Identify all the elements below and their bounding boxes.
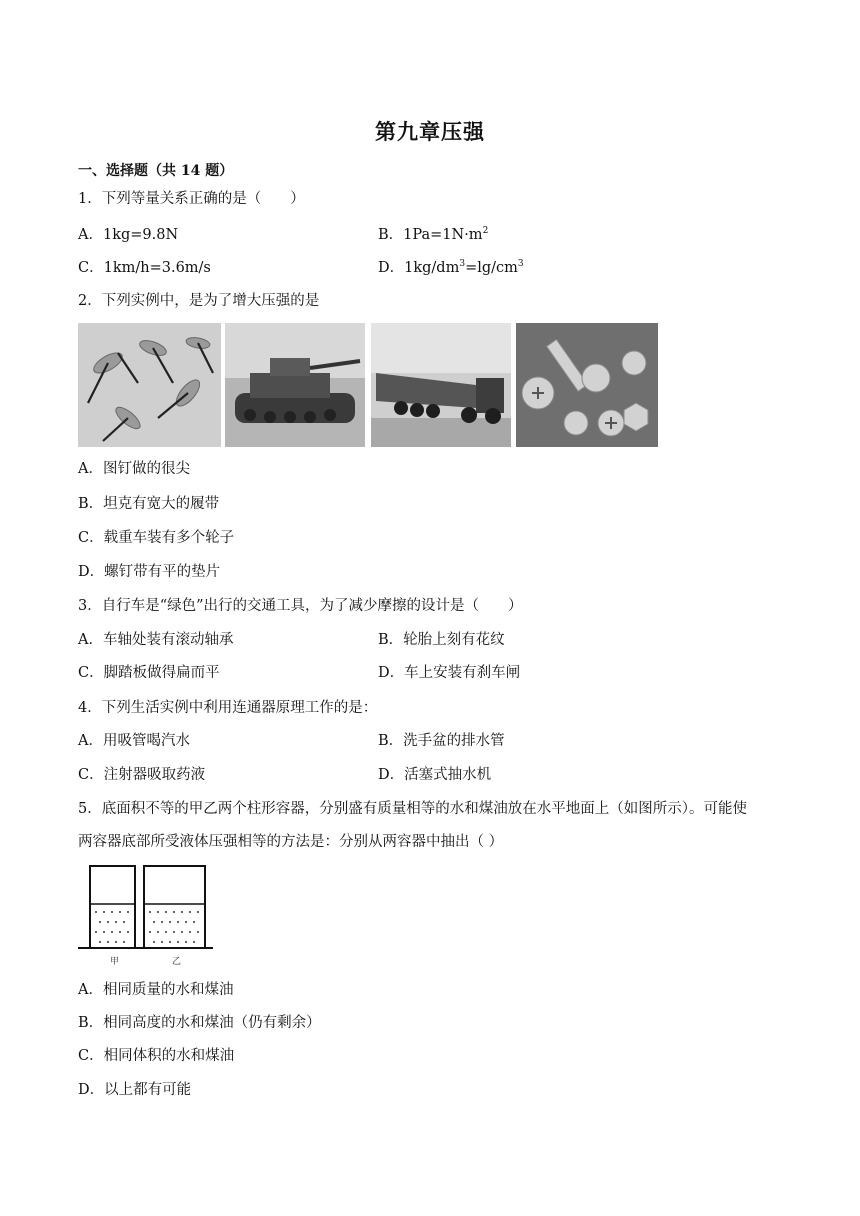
question-2-option-b: B．坦克有宽大的履带 (78, 496, 220, 512)
question-5-option-a: A．相同质量的水和煤油 (78, 982, 234, 998)
question-5-option-b: B．相同高度的水和煤油（仍有剩余） (78, 1015, 321, 1031)
question-2-option-d: D．螺钉带有平的垫片 (78, 564, 221, 580)
question-4-option-c: C．注射器吸取药液 (78, 767, 206, 783)
thumbtacks-photo (78, 323, 221, 447)
question-3-option-b: B．轮胎上刻有花纹 (378, 632, 505, 648)
question-3-option-c: C．脚踏板做得扁而平 (78, 665, 220, 681)
question-3-option-d: D．车上安装有刹车闸 (378, 665, 521, 681)
question-1-option-c: C．1km/h=3.6m/s (78, 260, 211, 276)
question-5-option-c: C．相同体积的水和煤油 (78, 1048, 235, 1064)
question-5-stem-line-1: 5．底面积不等的甲乙两个柱形容器，分别盛有质量相等的水和煤油放在水平地面上（如图所示）。可能使 (78, 801, 747, 817)
question-3-option-a: A．车轴处装有滚动轴承 (78, 632, 234, 648)
question-2-stem: 2．下列实例中，是为了增大压强的是 (78, 293, 320, 309)
question-1-option-d: D．$1kg/dm^3=\lg/cm^3$ (378, 259, 524, 276)
screws-photo (516, 323, 658, 447)
question-1-stem: 1．下列等量关系正确的是（ ） (78, 191, 305, 207)
label-yi: 乙 (172, 957, 182, 967)
question-5-option-d: D．以上都有可能 (78, 1082, 192, 1098)
question-4-option-b: B．洗手盆的排水管 (378, 733, 505, 749)
truck-photo (371, 323, 511, 447)
tank-photo (225, 323, 365, 447)
containers-figure (78, 860, 218, 972)
question-4-option-a: A．用吸管喝汽水 (78, 733, 190, 749)
question-2-option-c: C．载重车装有多个轮子 (78, 530, 235, 546)
question-5-stem-line-2: 两容器底部所受液体压强相等的方法是：分别从两容器中抽出（ ） (78, 834, 504, 850)
question-4-stem: 4．下列生活实例中利用连通器原理工作的是： (78, 700, 378, 716)
question-1-option-a: A．1kg=9.8N (78, 227, 179, 243)
question-2-option-a: A．图钉做的很尖 (78, 461, 190, 477)
question-3-stem: 3．自行车是“绿色”出行的交通工具，为了减少摩擦的设计是（ ） (78, 598, 523, 614)
label-jia: 甲 (110, 957, 120, 967)
page-title: 第九章压强 (375, 119, 485, 144)
question-1-option-b: B．$1Pa=1N\cdot m^2$ (378, 226, 489, 243)
question-4-option-d: D．活塞式抽水机 (378, 767, 492, 783)
section-heading: 一、选择题（共 14 题） (78, 163, 234, 179)
